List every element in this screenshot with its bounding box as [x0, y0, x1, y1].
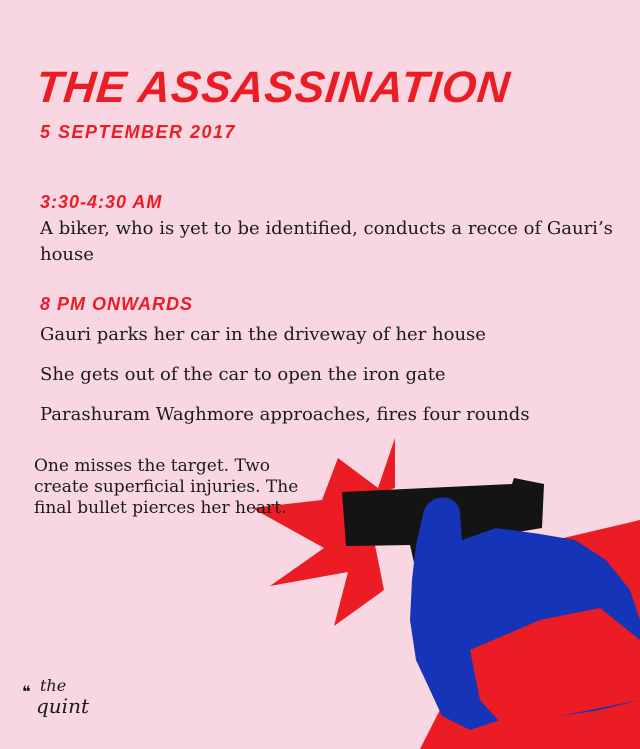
timeline-event: Parashuram Waghmore approaches, fires four rounds: [40, 404, 530, 425]
quint-logo: [22, 676, 92, 720]
quint-logo-icon: ❝: [22, 682, 31, 701]
timeline-event: She gets out of the car to open the iron gate: [40, 364, 446, 385]
page-title: THE ASSASSINATION: [33, 63, 513, 112]
timeline-time-1: 3:30-4:30 AM: [40, 192, 163, 212]
timeline-time-2: 8 PM ONWARDS: [40, 294, 194, 314]
timeline-event: Gauri parks her car in the driveway of her house: [40, 324, 486, 345]
event-date: 5 SEPTEMBER 2017: [40, 122, 237, 142]
logo-line-quint: quint: [36, 694, 89, 718]
logo-line-the: the: [40, 676, 67, 695]
bullet-note: One misses the target. Two create superficial injuries. The final bullet pierces her heart.: [34, 456, 299, 518]
timeline-event: A biker, who is yet to be identified, conducts a recce of Gauri’s house: [40, 218, 613, 265]
